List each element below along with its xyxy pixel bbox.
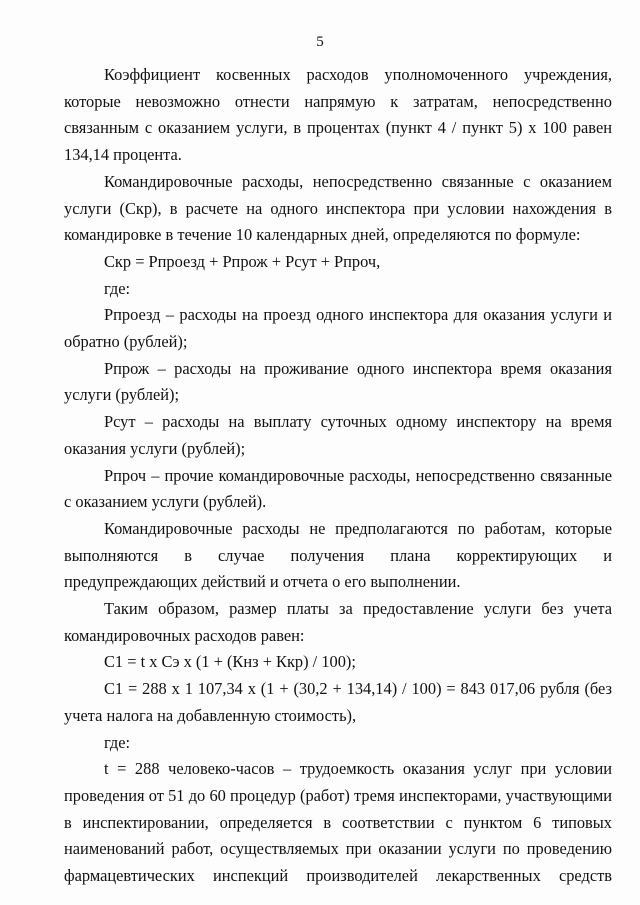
- paragraph-travel-expenses-intro: Командировочные расходы, непосредственно связанные с оказанием услуги (Скр), в расчете на одного инспектора при условии нахождения в командировке в течение 10 календарных дней, определяются по формуле:: [64, 171, 612, 245]
- paragraph-fee-summary: Таким образом, размер платы за предоставление услуги без учета командировочных расходов равен:: [64, 599, 612, 645]
- definition-labor-intensity: t = 288 человеко-часов – трудоемкость оказания услуг при условии проведения от 51 до 60 процедур (работ) тремя инспекторами, участвующими в инспектировании, определяется в соответствии с пунктом 6 типовых наименований работ, осуществляемых при оказании услуги по проведению фармацевтических инспекций производителей лекарственных средств: [64, 759, 612, 886]
- paragraph-indirect-cost-coefficient: Коэффициент косвенных расходов уполномоченного учреждения, которые невозможно отнести напрямую к затратам, непосредственно связанным с оказанием услуги, в процентах (пункт 4 / пункт 5) x 100 равен 134,14 процента.: [64, 65, 612, 165]
- definition-other-expenses: Рпроч – прочие командировочные расходы, непосредственно связанные с оказанием услуги (рублей).: [64, 465, 612, 512]
- definition-accommodation: Рпрож – расходы на проживание одного инспектора время оказания услуги (рублей);: [64, 358, 612, 405]
- document-body: [64, 62, 612, 890]
- paragraph-where-2: где:: [104, 732, 131, 752]
- formula-fee-general: C1 = t x Cэ x (1 + (Кнз + Ккр) / 100);: [104, 652, 356, 672]
- formula-travel-expenses: Скр = Рпроезд + Рпрож + Рсут + Рпроч,: [104, 251, 381, 271]
- paragraph-travel-not-expected: Командировочные расходы не предполагаются по работам, которые выполняются в случае получения плана корректирующих и предупреждающих действий и отчета о его выполнении.: [64, 518, 612, 592]
- page-number: 5: [316, 34, 324, 50]
- definition-per-diem: Рсут – расходы на выплату суточных одному инспектору на время оказания услуги (рублей);: [64, 412, 612, 458]
- paragraph-where-1: где:: [104, 278, 131, 298]
- definition-travel-fare: Рпроезд – расходы на проезд одного инспектора для оказания услуги и обратно (рублей);: [64, 305, 612, 352]
- formula-fee-calculated: C1 = 288 x 1 107,34 x (1 + (30,2 + 134,14) / 100) = 843 017,06 рубля (без учета налога на добавленную стоимость),: [64, 679, 612, 725]
